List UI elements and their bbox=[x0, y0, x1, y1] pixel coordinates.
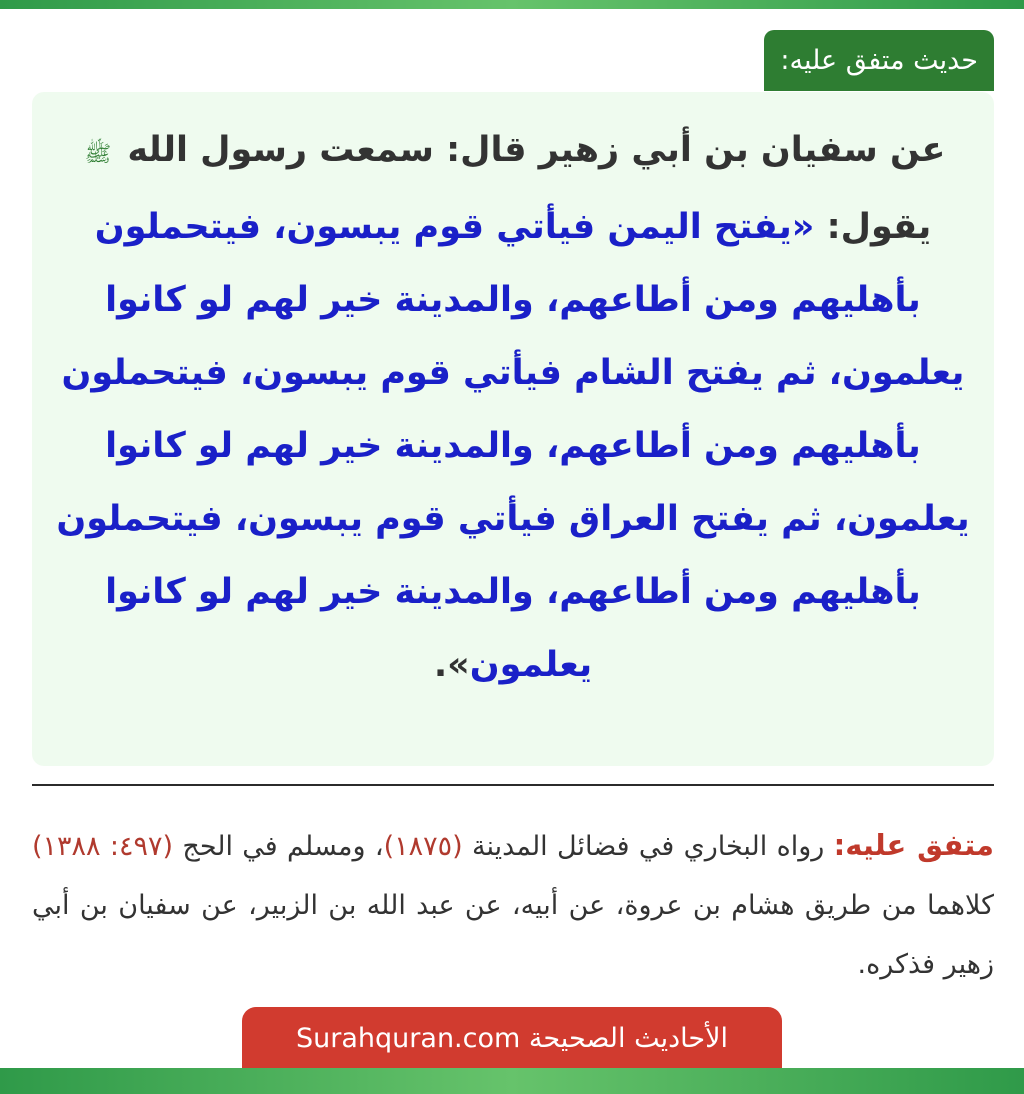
hadith-box bbox=[32, 92, 994, 766]
site-badge-link[interactable]: الأحاديث الصحيحة Surahquran.com bbox=[242, 1007, 782, 1070]
top-accent-bar bbox=[0, 0, 1024, 9]
hadith-quote: يفتح اليمن فيأتي قوم يبسون، فيتحملون بأهليهم ومن أطاعهم، والمدينة خير لهم لو كانوا يعلمون، ثم يفتح الشام فيأتي قوم يبسون، فيتحملون بأهليهم ومن أطاعهم، والمدينة خير لهم لو كانوا يعلمون، ثم يفتح العراق فيأتي قوم يبسون، فيتحملون بأهليهم ومن أطاعهم، والمدينة خير لهم لو كانوا يعلمون bbox=[56, 207, 970, 685]
muslim-ref: (٤٩٧: ١٣٨٨) bbox=[32, 831, 174, 862]
takhrij-text-3: كلاهما من طريق هشام بن عروة، عن أبيه، عن عبد الله بن الزبير، عن سفيان بن أبي زهير فذكره. bbox=[32, 890, 994, 980]
hadith-text bbox=[54, 114, 972, 702]
bottom-accent-bar bbox=[0, 1068, 1024, 1094]
takhrij-label: متفق عليه: bbox=[833, 828, 994, 862]
takhrij-paragraph bbox=[32, 816, 994, 994]
hadith-grade-tag: حديث متفق عليه: bbox=[764, 30, 994, 91]
says-label: يقول: bbox=[826, 207, 932, 247]
quote-open: « bbox=[791, 207, 815, 247]
takhrij-text-1: رواه البخاري في فضائل المدينة bbox=[462, 831, 834, 862]
quote-close: ». bbox=[433, 645, 470, 685]
salawat-icon: ﷺ bbox=[84, 142, 112, 167]
takhrij-text-2: ، ومسلم في الحج bbox=[173, 831, 384, 862]
bukhari-ref: (١٨٧٥) bbox=[383, 831, 463, 862]
divider bbox=[32, 784, 994, 786]
narrator-line: عن سفيان بن أبي زهير قال: سمعت رسول الله bbox=[127, 130, 946, 170]
